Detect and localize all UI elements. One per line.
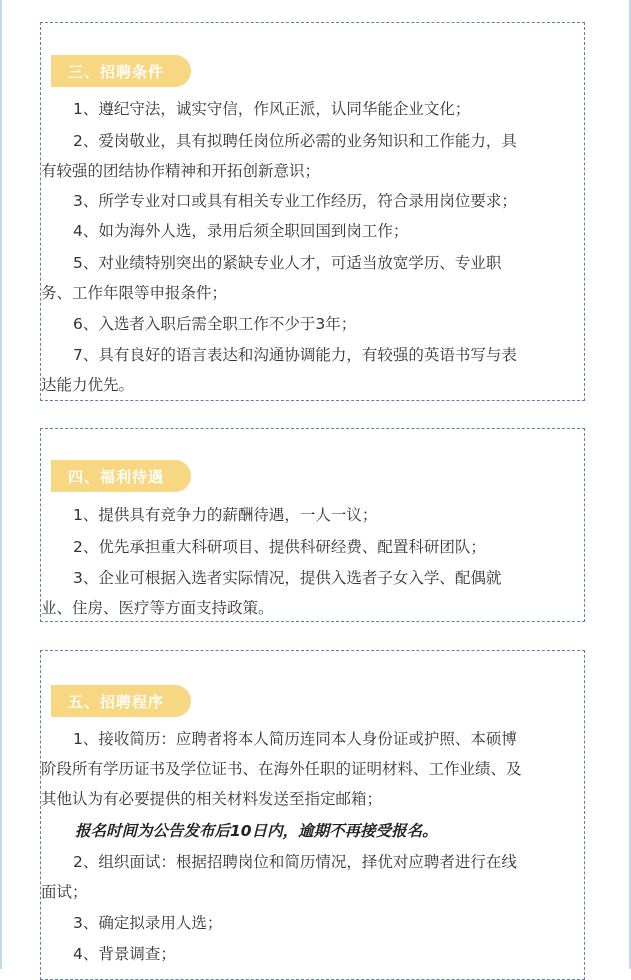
paragraph-line: 2、优先承担重大科研项目、提供科研经费、配置科研团队； [73,538,486,556]
paragraph-line: 达能力优先。 [41,376,135,394]
paragraph-line: 有较强的团结协作精神和开拓创新意识； [41,162,321,180]
paragraph-line: 6、入选者入职后需全职工作不少于3年； [73,315,357,333]
section-recruitment-procedure [40,650,585,980]
section-title-tag: 五、招聘程序 [51,685,191,717]
section-recruitment-conditions [40,22,585,401]
paragraph-line: 4、背景调查； [73,945,176,963]
paragraph-line: 面试； [41,883,88,901]
paragraph-line: 其他认为有必要提供的相关材料发送至指定邮箱； [41,790,383,808]
paragraph-line: 3、企业可根据入选者实际情况，提供入选者子女入学、配偶就 [73,569,502,587]
paragraph-line: 7、具有良好的语言表达和沟通协调能力，有较强的英语书写与表 [73,346,517,364]
section-title-tag: 三、招聘条件 [51,55,191,87]
paragraph-line: 务、工作年限等申报条件； [41,284,228,302]
paragraph-line: 业、住房、医疗等方面支持政策。 [41,599,274,617]
section-benefits [40,428,585,622]
paragraph-line: 2、爱岗敬业，具有拟聘任岗位所必需的业务知识和工作能力，具 [73,132,517,150]
paragraph-line: 1、遵纪守法，诚实守信，作风正派，认同华能企业文化； [73,100,471,118]
emphasis-deadline: 报名时间为公告发布后10日内，逾期不再接受报名。 [75,822,438,840]
paragraph-line: 5、对业绩特别突出的紧缺专业人才，可适当放宽学历、专业职 [73,254,502,272]
paragraph-line: 1、接收简历：应聘者将本人简历连同本人身份证或护照、本硕博 [73,730,517,748]
page-border-left [0,0,2,969]
paragraph-line: 3、所学专业对口或具有相关专业工作经历，符合录用岗位要求； [73,192,517,210]
paragraph-line: 阶段所有学历证书及学位证书、在海外任职的证明材料、工作业绩、及 [41,760,522,778]
paragraph-line: 4、如为海外人选，录用后须全职回国到岗工作； [73,222,409,240]
paragraph-line: 2、组织面试：根据招聘岗位和简历情况，择优对应聘者进行在线 [73,853,517,871]
section-title-tag: 四、福利待遇 [51,460,191,492]
paragraph-line: 1、提供具有竞争力的薪酬待遇，一人一议； [73,506,378,524]
paragraph-line: 3、确定拟录用人选； [73,914,223,932]
